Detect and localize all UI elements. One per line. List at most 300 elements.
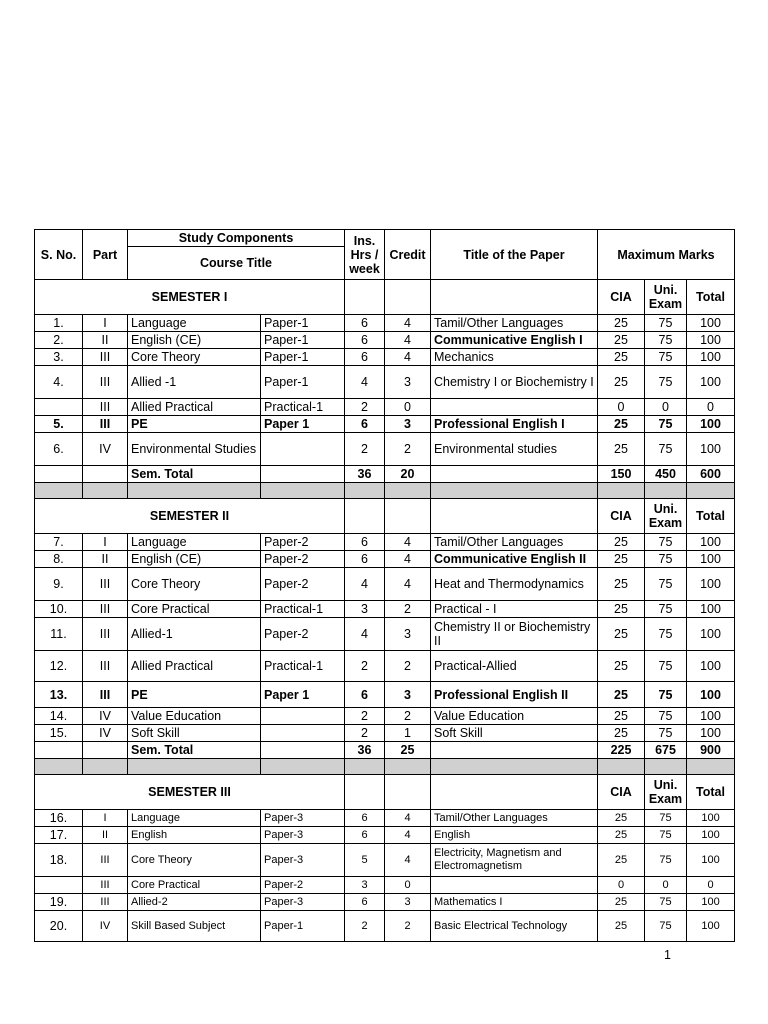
empty-cell	[83, 466, 128, 483]
row-credit: 2	[385, 708, 431, 725]
separator-cell	[345, 483, 385, 499]
sem-total-total: 900	[687, 742, 735, 759]
row-part: I	[83, 534, 128, 551]
row-uni: 75	[645, 894, 687, 911]
empty-cell	[431, 775, 598, 810]
row-credit: 4	[385, 349, 431, 366]
row-sno: 12.	[35, 651, 83, 682]
row-part: III	[83, 366, 128, 399]
row-total: 100	[687, 433, 735, 466]
row-cia: 25	[598, 366, 645, 399]
row-part: III	[83, 349, 128, 366]
row-credit: 0	[385, 399, 431, 416]
row-course: Allied Practical	[128, 399, 261, 416]
row-part: III	[83, 877, 128, 894]
row-credit: 3	[385, 416, 431, 433]
row-title: Tamil/Other Languages	[431, 315, 598, 332]
row-cia: 0	[598, 877, 645, 894]
row-cia: 25	[598, 911, 645, 942]
sem-total-label: Sem. Total	[128, 742, 261, 759]
row-total: 100	[687, 315, 735, 332]
row-paper: Paper-2	[261, 618, 345, 651]
semester-title: SEMESTER I	[35, 280, 345, 315]
row-credit: 4	[385, 810, 431, 827]
row-sno: 6.	[35, 433, 83, 466]
row-sno: 3.	[35, 349, 83, 366]
empty-cell	[345, 775, 385, 810]
row-course: Core Theory	[128, 349, 261, 366]
semester-header-row	[35, 775, 735, 810]
row-cia: 25	[598, 349, 645, 366]
row-sno: 7.	[35, 534, 83, 551]
row-total: 100	[687, 827, 735, 844]
row-title: Electricity, Magnetism and Electromagnetism	[431, 844, 598, 877]
row-credit: 1	[385, 725, 431, 742]
row-title: Mathematics I	[431, 894, 598, 911]
row-total: 100	[687, 601, 735, 618]
row-course: Environmental Studies	[128, 433, 261, 466]
sem-total-row	[35, 742, 735, 759]
separator-row	[35, 483, 735, 499]
row-hrs: 4	[345, 618, 385, 651]
row-total: 100	[687, 534, 735, 551]
row-sno: 13.	[35, 682, 83, 708]
empty-cell	[35, 466, 83, 483]
row-title: Chemistry II or Biochemistry II	[431, 618, 598, 651]
row-paper: Paper-2	[261, 568, 345, 601]
separator-cell	[385, 483, 431, 499]
empty-cell	[345, 499, 385, 534]
row-cia: 25	[598, 315, 645, 332]
empty-cell	[385, 280, 431, 315]
separator-cell	[128, 483, 261, 499]
row-course: Allied-1	[128, 618, 261, 651]
uni-exam-header: Uni. Exam	[645, 499, 687, 534]
row-total: 100	[687, 725, 735, 742]
row-hrs: 2	[345, 725, 385, 742]
uni-exam-header: Uni. Exam	[645, 775, 687, 810]
row-course: Allied-2	[128, 894, 261, 911]
row-cia: 25	[598, 332, 645, 349]
empty-cell	[83, 742, 128, 759]
row-hrs: 4	[345, 366, 385, 399]
row-hrs: 6	[345, 827, 385, 844]
row-total: 100	[687, 844, 735, 877]
uni-exam-header: Uni. Exam	[645, 280, 687, 315]
table-row	[35, 651, 735, 682]
row-uni: 75	[645, 682, 687, 708]
row-paper	[261, 725, 345, 742]
row-total: 100	[687, 618, 735, 651]
row-hrs: 2	[345, 433, 385, 466]
table-row	[35, 894, 735, 911]
row-course: PE	[128, 682, 261, 708]
table-row	[35, 601, 735, 618]
row-credit: 2	[385, 601, 431, 618]
row-total: 100	[687, 682, 735, 708]
separator-cell	[687, 759, 735, 775]
row-part: III	[83, 568, 128, 601]
table-row	[35, 366, 735, 399]
separator-cell	[345, 759, 385, 775]
curriculum-table	[34, 229, 735, 942]
row-hrs: 6	[345, 416, 385, 433]
row-course: Allied Practical	[128, 651, 261, 682]
row-hrs: 2	[345, 399, 385, 416]
row-paper: Paper-3	[261, 810, 345, 827]
row-cia: 25	[598, 708, 645, 725]
row-course: Soft Skill	[128, 725, 261, 742]
row-course: Language	[128, 315, 261, 332]
table-row	[35, 708, 735, 725]
row-credit: 4	[385, 332, 431, 349]
separator-cell	[645, 483, 687, 499]
row-part: III	[83, 682, 128, 708]
row-uni: 75	[645, 332, 687, 349]
row-part: III	[83, 651, 128, 682]
row-part: III	[83, 844, 128, 877]
separator-cell	[83, 483, 128, 499]
row-title: Tamil/Other Languages	[431, 534, 598, 551]
header-study-components: Study Components	[128, 230, 345, 247]
table-row	[35, 725, 735, 742]
row-uni: 75	[645, 433, 687, 466]
sem-total-cia: 225	[598, 742, 645, 759]
empty-cell	[431, 466, 598, 483]
row-course: English	[128, 827, 261, 844]
table-row	[35, 315, 735, 332]
table-row	[35, 399, 735, 416]
row-uni: 75	[645, 315, 687, 332]
header-course-title: Course Title	[128, 247, 345, 280]
row-total: 0	[687, 399, 735, 416]
separator-cell	[598, 759, 645, 775]
row-hrs: 6	[345, 894, 385, 911]
table-row	[35, 349, 735, 366]
row-cia: 0	[598, 399, 645, 416]
row-part: II	[83, 551, 128, 568]
row-sno: 15.	[35, 725, 83, 742]
row-sno	[35, 877, 83, 894]
semester-title: SEMESTER II	[35, 499, 345, 534]
row-hrs: 6	[345, 315, 385, 332]
table-row	[35, 911, 735, 942]
row-uni: 0	[645, 877, 687, 894]
row-course: Core Practical	[128, 601, 261, 618]
row-paper: Paper 1	[261, 682, 345, 708]
header-part: Part	[83, 230, 128, 280]
row-sno: 14.	[35, 708, 83, 725]
empty-cell	[261, 742, 345, 759]
row-cia: 25	[598, 827, 645, 844]
row-title: Practical - I	[431, 601, 598, 618]
row-sno: 2.	[35, 332, 83, 349]
empty-cell	[35, 742, 83, 759]
row-hrs: 6	[345, 534, 385, 551]
separator-cell	[35, 483, 83, 499]
row-credit: 4	[385, 315, 431, 332]
table-row	[35, 551, 735, 568]
row-cia: 25	[598, 618, 645, 651]
semester-title: SEMESTER III	[35, 775, 345, 810]
row-paper: Paper 1	[261, 416, 345, 433]
row-credit: 2	[385, 651, 431, 682]
row-sno: 17.	[35, 827, 83, 844]
row-uni: 75	[645, 827, 687, 844]
row-credit: 4	[385, 534, 431, 551]
row-sno: 20.	[35, 911, 83, 942]
row-uni: 75	[645, 810, 687, 827]
row-course: Skill Based Subject	[128, 911, 261, 942]
page-number: 1	[664, 948, 671, 962]
row-sno	[35, 399, 83, 416]
row-total: 100	[687, 332, 735, 349]
row-uni: 75	[645, 708, 687, 725]
row-hrs: 2	[345, 911, 385, 942]
row-hrs: 6	[345, 810, 385, 827]
row-title: Basic Electrical Technology	[431, 911, 598, 942]
row-sno: 10.	[35, 601, 83, 618]
row-part: I	[83, 810, 128, 827]
row-sno: 4.	[35, 366, 83, 399]
row-paper: Paper-2	[261, 534, 345, 551]
empty-cell	[385, 775, 431, 810]
row-credit: 4	[385, 551, 431, 568]
total-header: Total	[687, 499, 735, 534]
row-uni: 75	[645, 349, 687, 366]
separator-cell	[385, 759, 431, 775]
row-uni: 75	[645, 911, 687, 942]
row-hrs: 4	[345, 568, 385, 601]
sem-total-credit: 20	[385, 466, 431, 483]
row-total: 100	[687, 366, 735, 399]
row-credit: 4	[385, 827, 431, 844]
header-credit: Credit	[385, 230, 431, 280]
row-paper: Paper-3	[261, 844, 345, 877]
row-cia: 25	[598, 725, 645, 742]
row-course: Language	[128, 534, 261, 551]
empty-cell	[431, 499, 598, 534]
separator-cell	[598, 483, 645, 499]
row-cia: 25	[598, 682, 645, 708]
row-title: Communicative English II	[431, 551, 598, 568]
row-title: Tamil/Other Languages	[431, 810, 598, 827]
row-hrs: 6	[345, 332, 385, 349]
row-credit: 4	[385, 568, 431, 601]
row-paper: Paper-3	[261, 827, 345, 844]
table-row	[35, 827, 735, 844]
row-sno: 8.	[35, 551, 83, 568]
row-uni: 75	[645, 651, 687, 682]
row-cia: 25	[598, 551, 645, 568]
row-title: Soft Skill	[431, 725, 598, 742]
separator-cell	[261, 483, 345, 499]
row-uni: 75	[645, 844, 687, 877]
row-part: III	[83, 416, 128, 433]
row-part: III	[83, 618, 128, 651]
row-sno: 1.	[35, 315, 83, 332]
row-part: III	[83, 894, 128, 911]
row-cia: 25	[598, 416, 645, 433]
row-sno: 18.	[35, 844, 83, 877]
row-paper: Paper-1	[261, 366, 345, 399]
sem-total-hrs: 36	[345, 742, 385, 759]
separator-cell	[687, 483, 735, 499]
row-credit: 2	[385, 433, 431, 466]
row-total: 100	[687, 708, 735, 725]
row-title: Environmental studies	[431, 433, 598, 466]
sem-total-uni: 450	[645, 466, 687, 483]
total-header: Total	[687, 775, 735, 810]
row-total: 100	[687, 416, 735, 433]
semester-header-row	[35, 499, 735, 534]
table-row	[35, 682, 735, 708]
separator-cell	[431, 483, 598, 499]
row-uni: 75	[645, 534, 687, 551]
row-title: Communicative English I	[431, 332, 598, 349]
row-course: Language	[128, 810, 261, 827]
row-hrs: 6	[345, 682, 385, 708]
row-paper: Paper-1	[261, 332, 345, 349]
row-uni: 0	[645, 399, 687, 416]
row-title	[431, 877, 598, 894]
row-hrs: 6	[345, 551, 385, 568]
semester-header-row	[35, 280, 735, 315]
row-cia: 25	[598, 810, 645, 827]
row-part: IV	[83, 725, 128, 742]
row-title: Professional English I	[431, 416, 598, 433]
header-paper-title: Title of the Paper	[431, 230, 598, 280]
row-title: English	[431, 827, 598, 844]
cia-header: CIA	[598, 775, 645, 810]
row-uni: 75	[645, 568, 687, 601]
empty-cell	[261, 466, 345, 483]
row-uni: 75	[645, 725, 687, 742]
row-part: II	[83, 827, 128, 844]
row-part: IV	[83, 911, 128, 942]
table-row	[35, 332, 735, 349]
sem-total-cia: 150	[598, 466, 645, 483]
row-cia: 25	[598, 534, 645, 551]
empty-cell	[385, 499, 431, 534]
header-sno: S. No.	[35, 230, 83, 280]
row-title	[431, 399, 598, 416]
empty-cell	[345, 280, 385, 315]
cia-header: CIA	[598, 280, 645, 315]
sem-total-label: Sem. Total	[128, 466, 261, 483]
row-paper	[261, 433, 345, 466]
separator-cell	[35, 759, 83, 775]
row-paper	[261, 708, 345, 725]
empty-cell	[431, 280, 598, 315]
table-row	[35, 844, 735, 877]
table-row	[35, 618, 735, 651]
row-hrs: 2	[345, 708, 385, 725]
row-total: 100	[687, 568, 735, 601]
row-uni: 75	[645, 416, 687, 433]
row-course: Value Education	[128, 708, 261, 725]
row-title: Chemistry I or Biochemistry I	[431, 366, 598, 399]
row-title: Value Education	[431, 708, 598, 725]
row-sno: 11.	[35, 618, 83, 651]
row-paper: Paper-1	[261, 315, 345, 332]
row-total: 100	[687, 810, 735, 827]
row-title: Professional English II	[431, 682, 598, 708]
row-course: Allied -1	[128, 366, 261, 399]
row-paper: Paper-2	[261, 551, 345, 568]
row-title: Practical-Allied	[431, 651, 598, 682]
row-hrs: 2	[345, 651, 385, 682]
table-row	[35, 534, 735, 551]
row-uni: 75	[645, 618, 687, 651]
sem-total-hrs: 36	[345, 466, 385, 483]
row-uni: 75	[645, 551, 687, 568]
row-hrs: 3	[345, 877, 385, 894]
row-paper: Practical-1	[261, 601, 345, 618]
row-paper: Paper-2	[261, 877, 345, 894]
sem-total-uni: 675	[645, 742, 687, 759]
row-title: Heat and Thermodynamics	[431, 568, 598, 601]
header-max-marks: Maximum Marks	[598, 230, 735, 280]
row-course: Core Theory	[128, 844, 261, 877]
row-total: 100	[687, 911, 735, 942]
row-uni: 75	[645, 366, 687, 399]
row-paper: Paper-1	[261, 349, 345, 366]
table-row	[35, 810, 735, 827]
row-part: II	[83, 332, 128, 349]
table-row	[35, 568, 735, 601]
separator-row	[35, 759, 735, 775]
row-cia: 25	[598, 433, 645, 466]
row-part: IV	[83, 433, 128, 466]
table-row	[35, 416, 735, 433]
separator-cell	[128, 759, 261, 775]
row-total: 0	[687, 877, 735, 894]
sem-total-total: 600	[687, 466, 735, 483]
row-sno: 16.	[35, 810, 83, 827]
separator-cell	[431, 759, 598, 775]
row-uni: 75	[645, 601, 687, 618]
row-credit: 2	[385, 911, 431, 942]
header-hrs: Ins. Hrs / week	[345, 230, 385, 280]
row-hrs: 6	[345, 349, 385, 366]
row-sno: 19.	[35, 894, 83, 911]
table-body	[35, 230, 735, 942]
row-cia: 25	[598, 601, 645, 618]
row-credit: 3	[385, 366, 431, 399]
row-cia: 25	[598, 651, 645, 682]
row-course: PE	[128, 416, 261, 433]
row-course: English (CE)	[128, 332, 261, 349]
row-paper: Paper-3	[261, 894, 345, 911]
row-total: 100	[687, 349, 735, 366]
cia-header: CIA	[598, 499, 645, 534]
table-row	[35, 877, 735, 894]
row-cia: 25	[598, 844, 645, 877]
row-part: IV	[83, 708, 128, 725]
row-sno: 9.	[35, 568, 83, 601]
row-course: Core Theory	[128, 568, 261, 601]
row-credit: 3	[385, 618, 431, 651]
row-paper: Practical-1	[261, 399, 345, 416]
header-row	[35, 230, 735, 247]
row-paper: Paper-1	[261, 911, 345, 942]
row-title: Mechanics	[431, 349, 598, 366]
row-sno: 5.	[35, 416, 83, 433]
row-credit: 3	[385, 894, 431, 911]
sem-total-credit: 25	[385, 742, 431, 759]
separator-cell	[83, 759, 128, 775]
